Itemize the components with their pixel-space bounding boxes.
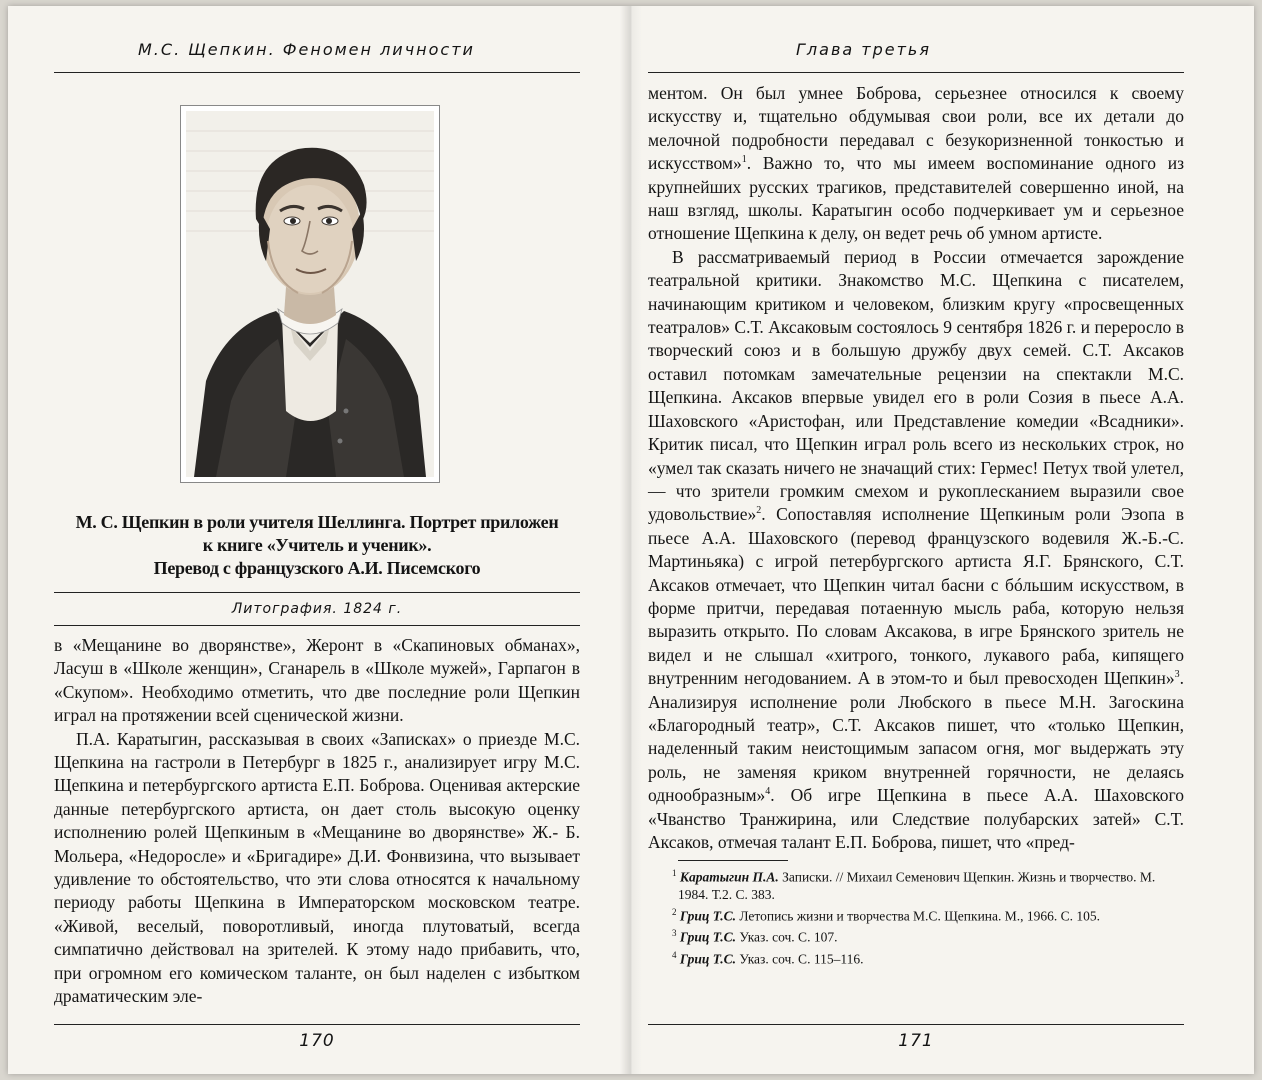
- page-number: 170: [299, 1031, 335, 1051]
- footer-rule: [54, 1024, 580, 1025]
- footer-rule: [648, 1024, 1184, 1025]
- paragraph-text: . Важно то, что мы имеем воспоминание одного из крупнейших русских трагиков, представителей совершенно иной, на наш взгляд, школы. Каратыгин особо подчеркивает ум и серьезное отношение Щепкина к делу, он ведет речь об умном артисте.: [648, 153, 1184, 244]
- page-number: 171: [898, 1031, 934, 1051]
- footnote: [648, 925, 1184, 946]
- footnote-author: Гриц Т.С.: [679, 929, 736, 945]
- footnote-text: Летопись жизни и творчества М.С. Щепкина. М., 1966. С. 105.: [735, 908, 1101, 924]
- footnote-author: Гриц Т.С.: [679, 951, 736, 967]
- caption-line: к книге «Учитель и ученик».: [202, 535, 432, 555]
- footnote-number: 3: [672, 928, 677, 939]
- footnote-ref[interactable]: 4: [765, 786, 771, 798]
- right-running-head: Глава третья: [796, 40, 931, 59]
- footnote-ref[interactable]: 3: [1174, 669, 1180, 681]
- footnote-author: Каратыгин П.А.: [679, 869, 779, 885]
- paragraph-text: ментом. Он был умнее Боброва, серьезнее относился к своему искусству и, тщательно обдумывая свои роли, все их детали до мелочной подробности передавал с безукоризненной тонкостью и искусством»: [648, 83, 1184, 174]
- book-gutter: [620, 6, 642, 1074]
- footnote-number: 1: [672, 868, 677, 879]
- paragraph: [648, 82, 1184, 246]
- footnote-number: 4: [672, 949, 677, 960]
- footnote-text: Указ. соч. С. 115–116.: [735, 951, 864, 967]
- footnote: [648, 865, 1184, 903]
- paragraph-text: . Сопоставляя исполнение Щепкиным роли Эзопа в пьесе А.А. Шаховского (перевод французского водевиля Ж.-Б.-С. Мартиньяка) с игрой петербургского артиста Я.Г. Брянского, С.Т. Аксаков отмечает, что Щепкин читал басни с бóльшим искусством, в форме притчи, передавая потаенную мысль раба, которую нельзя выразить открыто. По словам Аксакова, в игре Брянского зритель не видел и не слышал «хитрого, тонкого, лукавого раба, кипящего внутренним негодованием. А в этом-то и был превосходен Щепкин»: [648, 504, 1184, 689]
- paragraph: [648, 246, 1184, 855]
- portrait-frame: [180, 105, 440, 483]
- footnote-number: 2: [672, 906, 677, 917]
- footnote: [648, 904, 1184, 925]
- caption-subtitle: Литография. 1824 г.: [231, 601, 403, 617]
- footnote-author: Гриц Т.С.: [679, 908, 736, 924]
- right-body-text: [648, 82, 1184, 854]
- paragraph: П.А. Каратыгин, рассказывая в своих «Записках» о приезде М.С. Щепкина на гастроли в Петербург в 1825 г., анализирует игру М.С. Щепкина и петербургского артиста Е.П. Боброва. Оценивая актерские данные петербургского артиста, он дает столь высокую оценку исполнению ролей Щепкиным в «Мещанине во дворянстве» Ж.- Б. Мольера, «Недоросле» и «Бригадире» Д.И. Фонвизина, что вызывает удивление то обстоятельство, что эти слова относятся к начальному периоду работы Щепкина в Императорском московском театре. «Живой, веселый, поворотливый, иногда плутоватый, всегда симпатично действовал на зрителей. К этому надо прибавить, что, при огромном его комическом таланте, он был наделен с избытком драматическим эле-: [54, 728, 580, 1007]
- paragraph-text: . Об игре Щепкина в пьесе А.А. Шаховского «Чванство Транжирина, или Следствие полубарских затей» С.Т. Аксаков, отмечая талант Е.П. Боброва, пишет, что «пред-: [648, 785, 1184, 852]
- right-page-number-block: [648, 1024, 1184, 1051]
- left-page: [54, 6, 580, 1074]
- footnote-rule: [678, 860, 788, 861]
- left-page-number-block: [54, 1024, 580, 1051]
- header-rule: [54, 72, 580, 73]
- footnotes: [648, 865, 1184, 967]
- right-page: [648, 6, 1184, 1074]
- footnote-text: Записки. // Михаил Семенович Щепкин. Жизнь и творчество. М. 1984. Т.2. С. 383.: [678, 869, 1156, 902]
- footnote-ref[interactable]: 2: [756, 505, 762, 517]
- left-body-text: [54, 634, 580, 1009]
- paragraph-text: . Анализируя исполнение роли Любского в пьесе М.Н. Загоскина «Благородный театр», С.Т. Аксаков пишет, что «только Щепкин, наделенный таким неистощимым запасом огня, мог выдержать эту роль, не заменяя криком внутренней горячности, не делаясь однообразным»: [648, 668, 1184, 806]
- caption-line: Перевод с французского А.И. Писемского: [153, 558, 481, 578]
- portrait-illustration: [186, 111, 434, 477]
- portrait-caption: [54, 511, 580, 580]
- caption-rule: [54, 592, 580, 593]
- paragraph: в «Мещанине во дворянстве», Жеронт в «Скапиновых обманах», Ласуш в «Школе женщин», Сганарель в «Школе мужей», Гарпагон в «Скупом». Необходимо отметить, что две последние роли Щепкин играл на протяжении всей сценической жизни.: [54, 635, 580, 726]
- header-rule: [648, 72, 1184, 73]
- footnote-text: Указ. соч. С. 107.: [735, 929, 838, 945]
- caption-rule-bottom: [54, 625, 580, 626]
- paragraph-text: В рассматриваемый период в России отмечается зарождение театральной критики. Знакомство М.С. Щепкина с писателем, начинающим критиком и человеком, близким кругу «просвещенных театралов» С.Т. Аксаковым состоялось 9 сентября 1826 г. и переросло в творческий союз и в большую дружбу двух семей. С.Т. Аксаков оставил потомкам замечательные рецензии на спектакли М.С. Щепкина. Аксаков впервые увидел его в роли Созия в пьесе А.А. Шаховского «Аристофан, или Представление комедии «Всадники». Критик писал, что Щепкин играл роль всего из нескольких строк, но «умел так сказать ничего не значащий стих: Гермес! Петух твой улетел, — что зрители громким смехом и рукоплесканием выразили свое удовольствие»: [648, 246, 1184, 525]
- caption-line: М. С. Щепкин в роли учителя Шеллинга. Портрет приложен: [75, 512, 559, 532]
- footnote-ref[interactable]: 1: [741, 154, 747, 166]
- footnote: [648, 947, 1184, 968]
- left-running-head: М.С. Щепкин. Феномен личности: [138, 40, 475, 59]
- book-spread: [8, 6, 1254, 1074]
